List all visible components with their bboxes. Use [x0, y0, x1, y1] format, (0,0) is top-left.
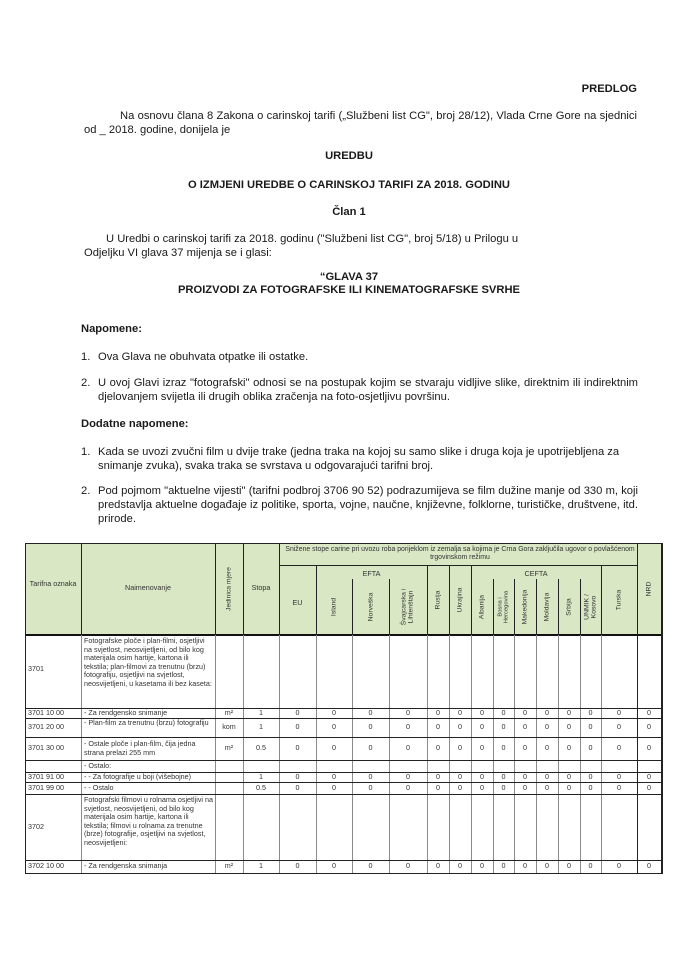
rate-ukraine: 0 — [458, 861, 462, 870]
rate-macedonia: 0 — [523, 708, 527, 717]
body-col-divider — [536, 635, 537, 874]
row-name: Fotografski filmovi u rolnama osjetljivi na svjetlost, neosvijetljeni, od bilo kog materijala osim hartije, kartona ili tekstila; filmovi u rolnama za trenutne (brze) fotografije, osjetljivi na svjetlost, neosvijetljeni: — [84, 795, 214, 847]
header-nrd: NRD — [645, 581, 653, 597]
rate-albania: 0 — [480, 861, 484, 870]
rate-turkey: 0 — [617, 783, 621, 792]
header-serbia: Srbija — [565, 598, 573, 616]
rate-norway: 0 — [368, 783, 373, 792]
document-title: UREDBU — [325, 150, 373, 162]
rate-iceland: 0 — [332, 861, 336, 870]
rate-iceland: 0 — [332, 743, 336, 752]
body-col-divider — [243, 635, 244, 874]
row-unit: kom — [222, 722, 236, 731]
rate-norway: 0 — [368, 772, 373, 781]
row-rate: 0.5 — [256, 783, 266, 792]
header-col-divider — [427, 565, 428, 635]
header-col-divider — [316, 565, 317, 635]
note-text: U ovoj Glavi izraz "fotografski" odnosi se na postupak kojim se stvaraju vidljive slike, direktnim ili indirektnim djelovanjem svijetla ili drugih oblika zračenja na foto-osjetljivu površinu. — [98, 377, 638, 403]
rate-russia: 0 — [436, 783, 440, 792]
body-col-divider — [449, 635, 450, 874]
rate-albania: 0 — [480, 783, 484, 792]
rate-nrd: 0 — [647, 772, 651, 781]
row-name: - Ostale ploče i plan-film, čija jedna strana prelazi 255 mm — [84, 739, 196, 757]
chapter-subtitle: PROIZVODI ZA FOTOGRAFSKE ILI KINEMATOGRAFSKE SVRHE — [177, 284, 521, 296]
status-label: PREDLOG — [581, 83, 637, 95]
rate-moldova: 0 — [545, 722, 549, 731]
header-name: Naimenovanje — [125, 583, 171, 592]
body-col-divider — [352, 635, 353, 874]
document-subtitle: O IZMJENI UREDBE O CARINSKOJ TARIFI ZA 2018. GODINU — [188, 179, 510, 191]
header-russia: Rusija — [434, 590, 442, 610]
note-number: 1. — [81, 446, 91, 458]
body-col-divider — [558, 635, 559, 874]
header-col-divider — [536, 579, 537, 635]
rate-moldova: 0 — [545, 772, 549, 781]
chapter-title: “GLAVA 37 — [319, 271, 379, 283]
rate-norway: 0 — [368, 861, 373, 870]
rate-macedonia: 0 — [523, 783, 527, 792]
rate-bosnia: 0 — [501, 861, 506, 870]
rate-norway: 0 — [368, 743, 373, 752]
article-paragraph: U Uredbi o carinskoj tarifi za 2018. godinu ("Službeni list CG", broj 5/18) u Prilogu u Odjeljku VI glava 37 mijenja se i glasi: — [84, 233, 519, 259]
rate-iceland: 0 — [332, 783, 336, 792]
rate-turkey: 0 — [617, 772, 621, 781]
body-col-divider — [316, 635, 317, 874]
row-name: - Plan-film za trenutnu (brzu) fotografiju — [84, 718, 209, 727]
rate-switzerland: 0 — [406, 708, 410, 717]
rate-bosnia: 0 — [501, 708, 506, 717]
row-rate: 1 — [259, 772, 263, 781]
header-col-divider — [580, 579, 581, 635]
header-col-divider — [471, 565, 472, 635]
rate-bosnia: 0 — [501, 783, 506, 792]
rate-moldova: 0 — [545, 743, 549, 752]
header-unit: Jedinica mjere — [225, 567, 233, 611]
rate-nrd: 0 — [647, 783, 651, 792]
rate-russia: 0 — [436, 743, 440, 752]
header-col-divider — [279, 543, 280, 635]
notes-heading: Napomene: — [81, 323, 142, 335]
rate-albania: 0 — [480, 743, 484, 752]
rate-eu: 0 — [295, 722, 300, 731]
rate-eu: 0 — [295, 861, 300, 870]
header-col-divider — [449, 565, 450, 635]
header-tariff-code: Tarifna oznaka — [29, 579, 77, 588]
rate-macedonia: 0 — [523, 722, 527, 731]
body-col-divider — [493, 635, 494, 874]
header-col-divider — [352, 579, 353, 635]
rate-switzerland: 0 — [406, 772, 410, 781]
header-bosnia: Bosna i Hercegovina — [497, 590, 510, 624]
row-unit: m² — [224, 743, 234, 752]
header-kosovo: UNMIK / Kosovo — [583, 594, 598, 620]
rate-ukraine: 0 — [458, 708, 462, 717]
rate-moldova: 0 — [545, 861, 549, 870]
rate-serbia: 0 — [567, 783, 571, 792]
rate-russia: 0 — [436, 861, 440, 870]
rate-turkey: 0 — [617, 708, 621, 717]
additional-notes-heading: Dodatne napomene: — [81, 418, 189, 430]
rate-kosovo: 0 — [588, 708, 593, 717]
row-code: 3701 99 00 — [28, 783, 64, 792]
body-col-divider — [514, 635, 515, 874]
header-albania: Albanija — [478, 594, 486, 620]
row-unit: m² — [224, 708, 234, 717]
row-divider — [25, 737, 661, 738]
rate-iceland: 0 — [332, 722, 336, 731]
row-divider — [25, 760, 661, 761]
rate-albania: 0 — [480, 772, 484, 781]
rate-bosnia: 0 — [501, 743, 506, 752]
rate-kosovo: 0 — [588, 772, 593, 781]
row-code: 3701 30 00 — [28, 743, 64, 752]
row-name: - Ostalo: — [84, 761, 112, 770]
rate-switzerland: 0 — [406, 722, 410, 731]
row-divider — [25, 782, 661, 783]
rate-macedonia: 0 — [523, 772, 527, 781]
header-divider — [279, 565, 637, 566]
rate-eu: 0 — [295, 708, 300, 717]
rate-iceland: 0 — [332, 772, 336, 781]
rate-russia: 0 — [436, 772, 440, 781]
row-name: - Za rendgensko snimanje — [84, 708, 168, 717]
header-efta: EFTA — [362, 569, 381, 578]
body-col-divider — [389, 635, 390, 874]
body-col-divider — [215, 635, 216, 874]
rate-serbia: 0 — [567, 772, 571, 781]
rate-switzerland: 0 — [406, 743, 410, 752]
rate-ukraine: 0 — [458, 743, 462, 752]
header-col-divider — [493, 579, 494, 635]
row-rate: 1 — [259, 722, 263, 731]
body-col-divider — [601, 635, 602, 874]
rate-kosovo: 0 — [588, 743, 593, 752]
rate-albania: 0 — [480, 722, 484, 731]
tariff-table — [25, 543, 661, 874]
rate-ukraine: 0 — [458, 772, 462, 781]
rate-norway: 0 — [368, 708, 373, 717]
row-name: - - Ostalo — [84, 783, 114, 792]
note-text: Ova Glava ne obuhvata otpatke ili ostatke. — [98, 351, 309, 363]
row-code: 3701 10 00 — [28, 708, 64, 717]
header-col-divider — [601, 565, 602, 635]
rate-turkey: 0 — [617, 722, 621, 731]
note-number: 2. — [81, 485, 91, 497]
body-col-divider — [580, 635, 581, 874]
rate-eu: 0 — [295, 743, 300, 752]
row-code: 3702 10 00 — [28, 861, 64, 870]
header-col-divider — [215, 543, 216, 635]
header-switzerland: Švajcarska i Lihtenštajn — [400, 588, 415, 626]
table-right-border — [661, 543, 663, 874]
header-col-divider — [558, 579, 559, 635]
rate-nrd: 0 — [647, 861, 651, 870]
header-macedonia: Makedonija — [521, 589, 529, 625]
rate-ukraine: 0 — [458, 783, 462, 792]
header-col-divider — [389, 579, 390, 635]
row-code: 3701 — [28, 664, 44, 673]
header-col-divider — [243, 543, 244, 635]
rate-norway: 0 — [368, 722, 373, 731]
body-col-divider — [279, 635, 280, 874]
body-col-divider — [427, 635, 428, 874]
rate-eu: 0 — [295, 772, 300, 781]
note-text: Pod pojmom "aktuelne vijesti" (tarifni podbroj 3706 90 52) podrazumijeva se film dužine manje od 330 m, koji predstavlja aktuelne događaje iz politike, sporta, vojne, naučne, književne, folklorne, turističke, društvene, itd. prirode. — [98, 485, 638, 525]
row-code: 3701 20 00 — [28, 722, 64, 731]
rate-nrd: 0 — [647, 722, 651, 731]
rate-serbia: 0 — [567, 722, 571, 731]
rate-serbia: 0 — [567, 861, 571, 870]
rate-bosnia: 0 — [501, 772, 506, 781]
rate-russia: 0 — [436, 722, 440, 731]
rate-nrd: 0 — [647, 743, 651, 752]
row-name: - Za rendgenska snimanja — [84, 861, 168, 870]
rate-eu: 0 — [295, 783, 300, 792]
header-turkey: Turska — [615, 589, 623, 611]
rate-moldova: 0 — [545, 783, 549, 792]
note-number: 2. — [81, 377, 91, 389]
rate-kosovo: 0 — [588, 783, 593, 792]
header-reduced-rates: Snižene stope carine pri uvozu roba porijeklom iz zemalja sa kojima je Crna Gora zaključila ugovor o povlašćenom trgovinskom režimu — [285, 546, 635, 561]
rate-switzerland: 0 — [406, 861, 410, 870]
row-code: 3702 — [28, 822, 44, 831]
header-col-divider — [514, 579, 515, 635]
body-col-divider — [471, 635, 472, 874]
header-norway: Norveška — [366, 592, 374, 622]
table-bottom-border — [25, 873, 661, 874]
header-eu: EU — [292, 598, 303, 607]
rate-macedonia: 0 — [523, 861, 527, 870]
row-rate: 1 — [259, 861, 263, 870]
table-top-border — [25, 543, 661, 544]
rate-iceland: 0 — [332, 708, 336, 717]
rate-bosnia: 0 — [501, 722, 506, 731]
rate-kosovo: 0 — [588, 722, 593, 731]
rate-serbia: 0 — [567, 708, 571, 717]
rate-serbia: 0 — [567, 743, 571, 752]
body-col-divider — [81, 635, 82, 874]
header-col-divider — [81, 543, 82, 635]
header-cefta: CEFTA — [524, 569, 548, 578]
row-rate: 0.5 — [256, 743, 266, 752]
row-rate: 1 — [259, 708, 263, 717]
rate-moldova: 0 — [545, 708, 549, 717]
header-iceland: Island — [330, 597, 338, 617]
rate-ukraine: 0 — [458, 722, 462, 731]
rate-turkey: 0 — [617, 743, 621, 752]
rate-nrd: 0 — [647, 708, 651, 717]
rate-albania: 0 — [480, 708, 484, 717]
row-code: 3701 91 00 — [28, 772, 64, 781]
note-number: 1. — [81, 351, 91, 363]
row-name: - - Za fotografije u boji (višebojne) — [84, 772, 192, 781]
row-name: Fotografske ploče i plan-filmi, osjetljivi na svjetlost, neosvijetljeni, od bilo kog materijala osim hartije, kartona ili tekstila; plan-filmovi za trenutnu (brzu) fotografiju, osjetljivi na svjetlost, neosvijetljeni, u kasetama ili bez kaseta: — [84, 636, 212, 688]
article-heading: Član 1 — [332, 206, 366, 218]
rate-turkey: 0 — [617, 861, 621, 870]
rate-macedonia: 0 — [523, 743, 527, 752]
header-rate: Stopa — [251, 583, 271, 592]
rate-switzerland: 0 — [406, 783, 410, 792]
rate-russia: 0 — [436, 708, 440, 717]
intro-paragraph: Na osnovu člana 8 Zakona o carinskoj tarifi („Službeni list CG", broj 28/12), Vlada Crne Gore na sjednici od _ 2018. godine, donijela je — [84, 110, 637, 136]
row-unit: m² — [224, 861, 234, 870]
header-ukraine: Ukrajina — [456, 587, 464, 613]
rate-kosovo: 0 — [588, 861, 593, 870]
header-moldova: Moldavija — [543, 592, 551, 622]
note-text: Kada se uvozi zvučni film u dvije trake (jedna traka na kojoj su samo slike i druga koja je upotrijebljena za snimanje zvuka), svaka traka se svrstava u odgovarajući tarifni broj. — [98, 446, 620, 472]
